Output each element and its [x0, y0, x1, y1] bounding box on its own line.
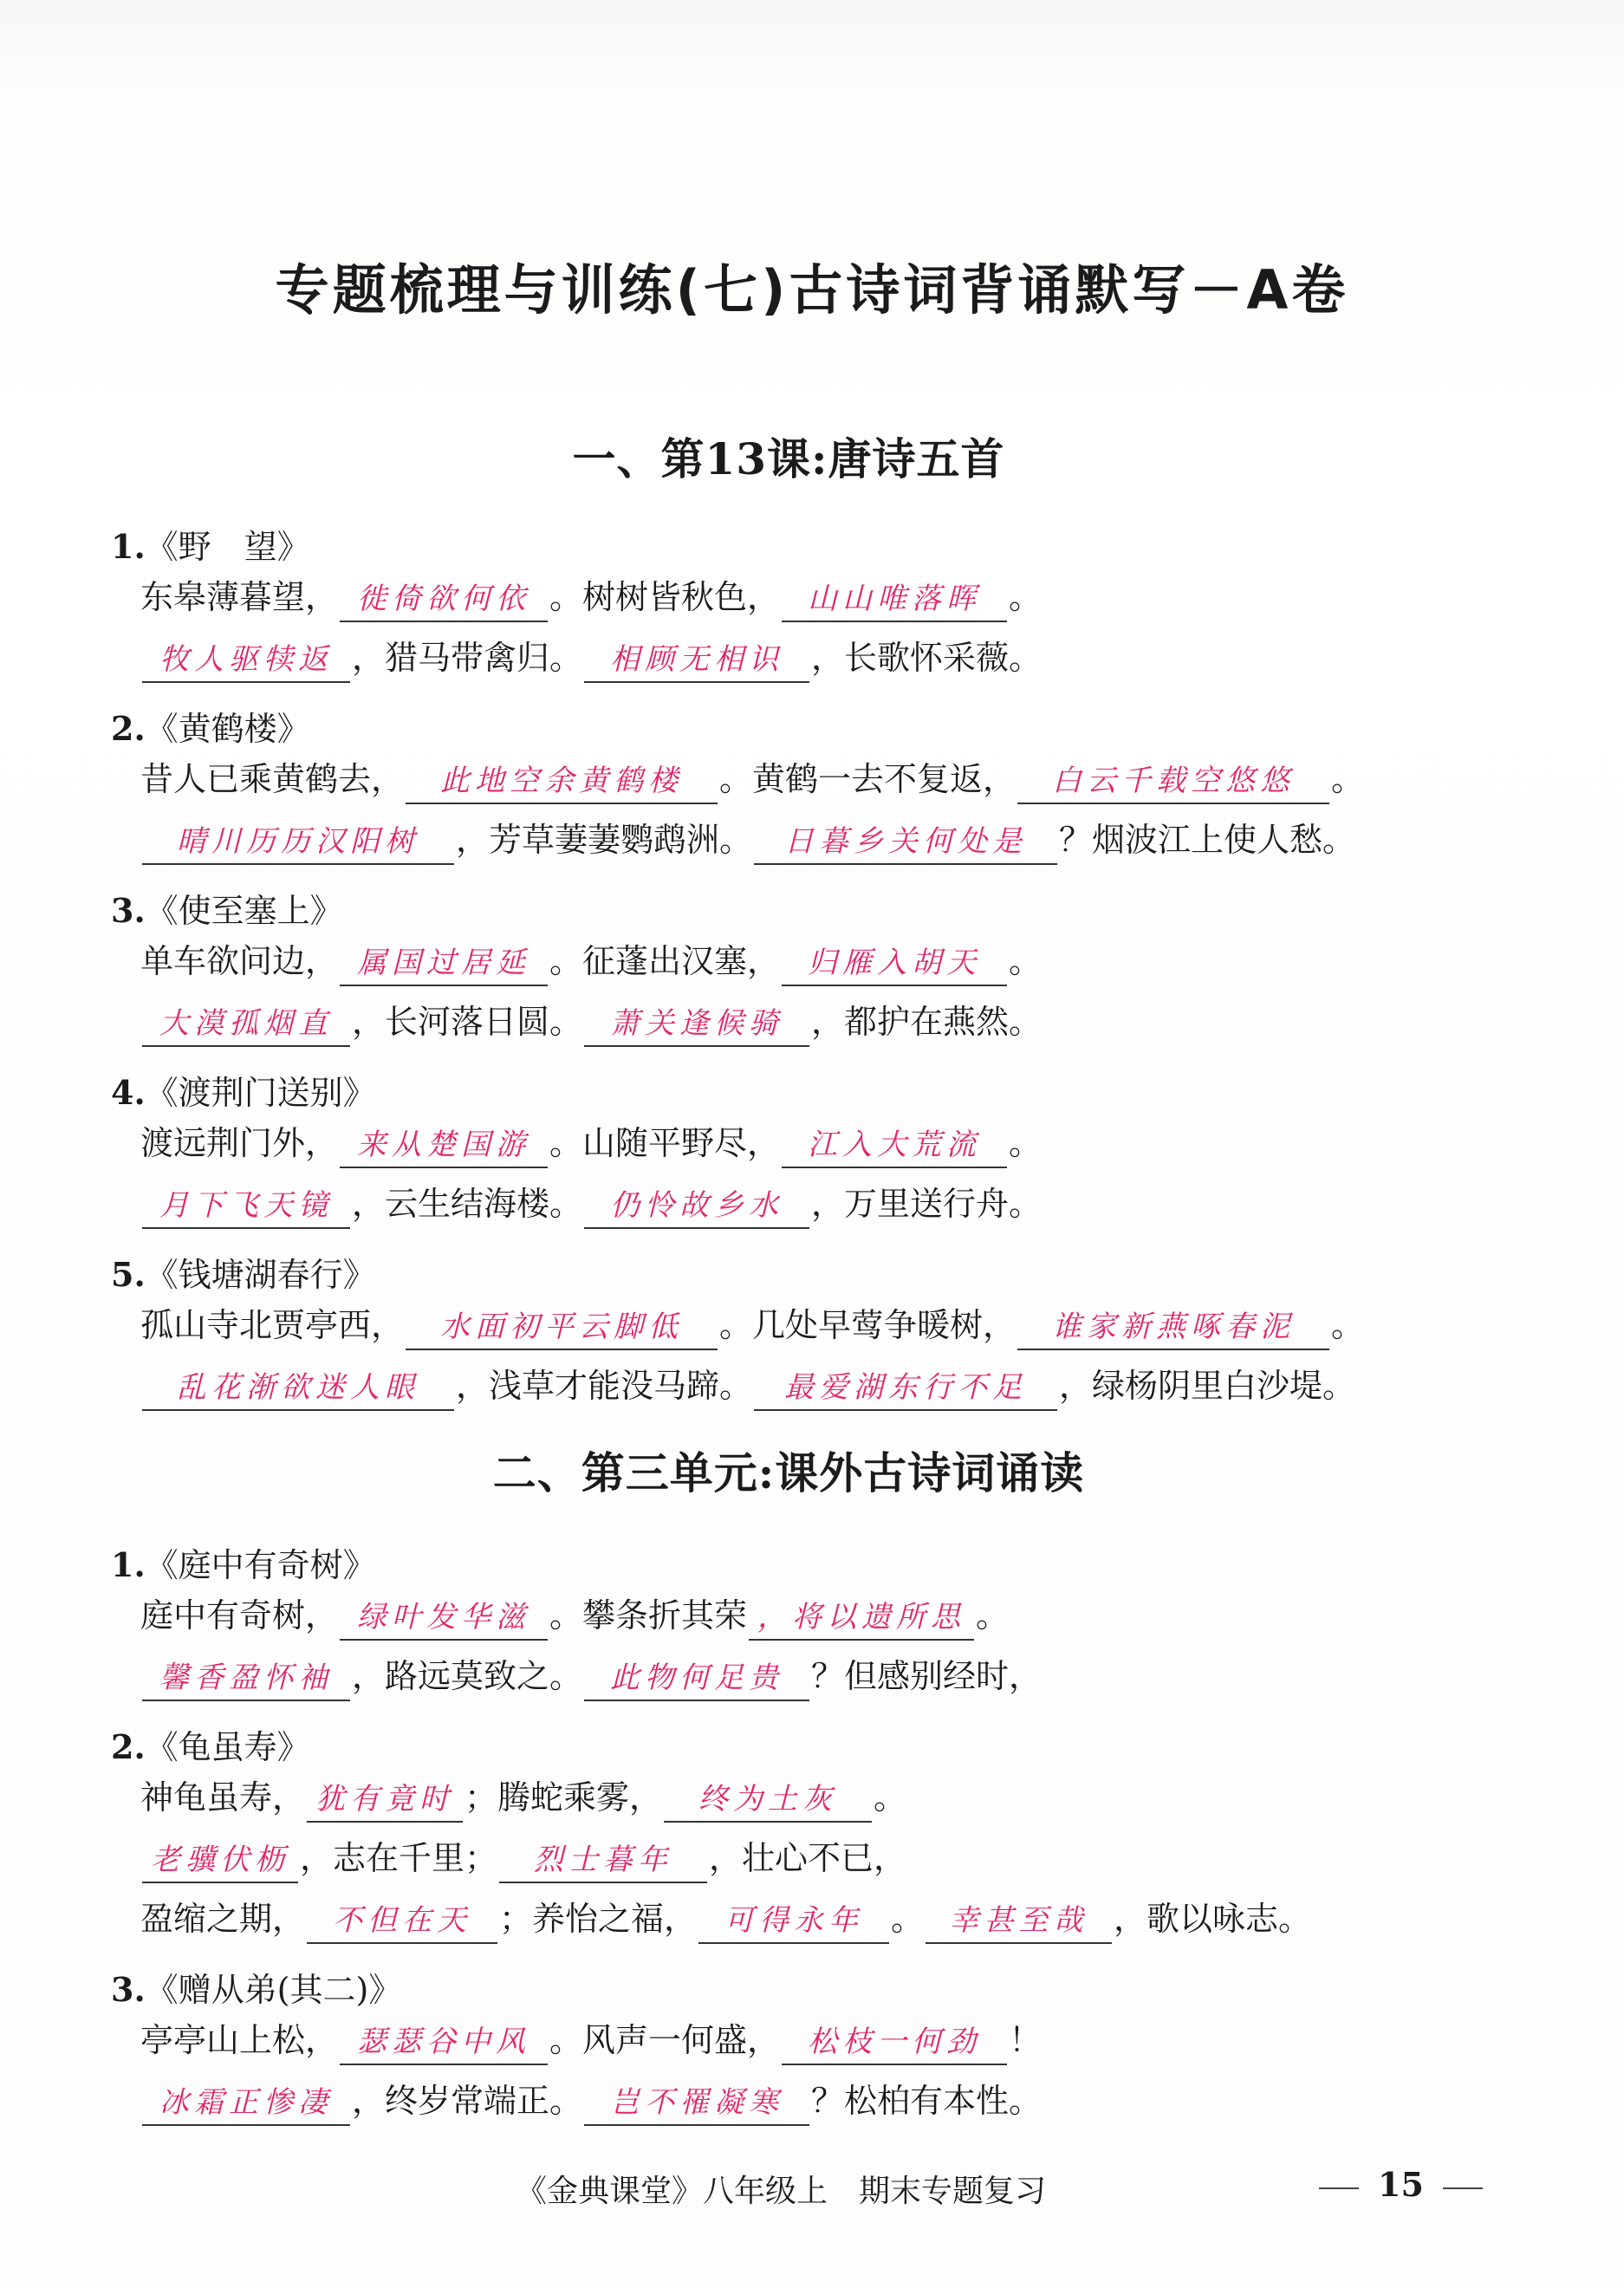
poem-name: 《庭中有奇树》 [145, 1546, 376, 1584]
answer-blank[interactable]: 白云千载空悠悠 [1017, 759, 1329, 804]
answer-blank[interactable]: 仍怜故乡水 [584, 1184, 809, 1229]
verse-line [140, 633, 1042, 683]
poem-title [111, 884, 343, 932]
verse-line [140, 1118, 1042, 1168]
verse-text: 。黄鹤一去不复返， [719, 760, 1017, 798]
verse-text: ！ [1009, 2021, 1043, 2059]
answer-blank[interactable]: 烈士暮年 [499, 1838, 707, 1883]
answer-blank[interactable]: 晴川历历汉阳树 [142, 820, 454, 865]
answer-blank[interactable]: 月下飞天镜 [142, 1184, 350, 1229]
verse-line [140, 1300, 1364, 1350]
verse-text: 。 [1009, 578, 1043, 616]
verse-line [140, 1651, 1042, 1701]
verse-text: 。攀条折其荣 [549, 1596, 748, 1635]
verse-line [140, 1772, 906, 1823]
poem-title [111, 1066, 376, 1114]
verse-text: 庭中有奇树， [140, 1596, 339, 1635]
verse-text: 。 [1009, 1124, 1043, 1162]
answer-blank[interactable]: 岂不罹凝寒 [584, 2081, 809, 2126]
poem-name: 《赠从弟(其二)》 [145, 1971, 402, 2009]
verse-line [140, 572, 1042, 622]
answer-blank[interactable]: 乱花渐欲迷人眼 [142, 1366, 454, 1411]
verse-text: ，猎马带禽归。 [352, 639, 583, 677]
answer-blank[interactable]: 馨香盈怀袖 [142, 1656, 350, 1701]
verse-text: 。 [1331, 760, 1365, 798]
answer-blank[interactable]: 相顾无相识 [584, 638, 809, 683]
section-heading: 二、第三单元:课外古诗词诵读 [492, 1447, 1085, 1498]
footer [0, 2167, 1624, 2219]
verse-text: ，绿杨阴里白沙堤。 [1059, 1367, 1356, 1405]
verse-line [140, 815, 1355, 865]
verse-text: ，长歌怀采薇。 [811, 639, 1043, 677]
answer-blank[interactable]: 此物何足贵 [584, 1656, 809, 1701]
answer-blank[interactable]: 不但在天 [307, 1899, 497, 1944]
verse-text: ，都护在燕然。 [811, 1003, 1043, 1041]
poem-title [111, 1538, 376, 1586]
verse-text: 孤山寺北贾亭西， [140, 1306, 405, 1344]
section-heading: 一、第13课:唐诗五首 [572, 433, 1005, 484]
verse-text: ，长河落日圆。 [352, 1003, 583, 1041]
poem-name: 《使至塞上》 [145, 892, 343, 930]
verse-text: ，志在千里； [300, 1839, 498, 1877]
verse-text: ，终岁常端正。 [352, 2082, 583, 2120]
answer-blank[interactable]: 大漠孤烟直 [142, 1002, 350, 1047]
page-number-value: 15 [1378, 2165, 1424, 2204]
verse-text: 昔人已乘黄鹤去， [140, 760, 405, 798]
answer-blank[interactable]: 此地空余黄鹤楼 [406, 759, 718, 804]
question-number: 2. [111, 709, 146, 748]
answer-blank[interactable]: 谁家新燕啄春泥 [1017, 1305, 1329, 1350]
verse-text: 盈缩之期， [140, 1900, 306, 1938]
answer-blank[interactable]: 属国过居延 [340, 941, 548, 986]
verse-text: ，云生结海楼。 [352, 1185, 583, 1223]
verse-text: ？松柏有本性。 [811, 2082, 1043, 2120]
verse-text: 。山随平野尽， [549, 1124, 781, 1162]
answer-blank[interactable]: 老骥伏枥 [142, 1838, 298, 1883]
verse-text: 。 [891, 1900, 925, 1938]
answer-blank[interactable]: 瑟瑟谷中风 [340, 2020, 548, 2065]
verse-text: ；腾蛇乘雾， [464, 1778, 663, 1817]
verse-text: 。几处早莺争暖树， [719, 1306, 1017, 1344]
verse-text: 。 [976, 1596, 1010, 1635]
poem-title [111, 1248, 376, 1296]
answer-blank[interactable]: 山山唯落晖 [782, 577, 1007, 622]
answer-blank[interactable]: 可得永年 [698, 1899, 889, 1944]
question-number: 3. [111, 1970, 146, 2009]
verse-line [140, 936, 1042, 986]
answer-blank[interactable]: 日暮乡关何处是 [754, 820, 1057, 865]
verse-text: ；养怡之福， [499, 1900, 698, 1938]
question-number: 2. [111, 1727, 146, 1766]
verse-text: 。风声一何盛， [549, 2021, 781, 2059]
verse-text: 。征蓬出汉塞， [549, 942, 781, 980]
verse-text: 神龟虽寿， [140, 1778, 306, 1817]
verse-line [140, 1361, 1355, 1411]
question-number: 3. [111, 891, 146, 930]
page-number [1300, 2165, 1502, 2204]
answer-blank[interactable]: 冰霜正惨凄 [142, 2081, 350, 2126]
poem-title [111, 520, 310, 568]
verse-text: 亭亭山上松， [140, 2021, 339, 2059]
verse-text: 。树树皆秋色， [549, 578, 781, 616]
poem-name: 《钱塘湖春行》 [145, 1256, 376, 1294]
question-number: 5. [111, 1255, 146, 1294]
poem-name: 《龟虽寿》 [145, 1728, 310, 1766]
question-number: 4. [111, 1073, 146, 1112]
verse-text: 。 [1331, 1306, 1365, 1344]
answer-blank[interactable]: 松枝一何劲 [782, 2020, 1007, 2065]
page-title: 专题梳理与训练(七)古诗词背诵默写－A卷 [275, 258, 1349, 322]
verse-line [140, 2015, 1042, 2065]
answer-blank[interactable]: ，将以遗所思 [749, 1596, 974, 1641]
poem-title [111, 1720, 310, 1768]
answer-blank[interactable]: 犹有竟时 [307, 1778, 463, 1823]
verse-text: 渡远荆门外， [140, 1124, 339, 1162]
question-number: 1. [111, 527, 146, 566]
footer-text: 《金典课堂》八年级上 期末专题复习 [516, 2174, 1047, 2209]
verse-line [140, 1590, 1009, 1641]
answer-blank[interactable]: 来从楚国游 [340, 1123, 548, 1168]
answer-blank[interactable]: 最爱湖东行不足 [754, 1366, 1057, 1411]
verse-line [140, 997, 1042, 1047]
poem-title [111, 1963, 401, 2011]
verse-text: ？但感别经时， [811, 1657, 1043, 1695]
question-number: 1. [111, 1545, 146, 1584]
poem-name: 《野 望》 [145, 528, 310, 566]
verse-text: 东皋薄暮望， [140, 578, 339, 616]
verse-text: ，浅草才能没马蹄。 [456, 1367, 753, 1405]
verse-line [140, 2076, 1042, 2126]
verse-line [140, 1894, 1311, 1944]
verse-text: 。 [1009, 942, 1043, 980]
verse-text: ，芳草萋萋鹦鹉洲。 [456, 821, 753, 859]
answer-blank[interactable]: 牧人驱犊返 [142, 638, 350, 683]
verse-line [140, 1833, 906, 1883]
verse-text: ？烟波江上使人愁。 [1059, 821, 1356, 859]
poem-title [111, 702, 310, 750]
poem-name: 《渡荆门送别》 [145, 1074, 376, 1112]
verse-line [140, 754, 1364, 804]
answer-blank[interactable]: 绿叶发华滋 [340, 1596, 548, 1641]
answer-blank[interactable]: 江入大荒流 [782, 1123, 1007, 1168]
verse-text: 单车欲问边， [140, 942, 339, 980]
verse-text: ，万里送行舟。 [811, 1185, 1043, 1223]
verse-text: ，壮心不已， [709, 1839, 907, 1877]
answer-blank[interactable]: 幸甚至哉 [926, 1899, 1112, 1944]
answer-blank[interactable]: 归雁入胡天 [782, 941, 1007, 986]
answer-blank[interactable]: 终为土灰 [664, 1778, 872, 1823]
verse-text: 。 [874, 1778, 907, 1817]
verse-text: ，歌以咏志。 [1114, 1900, 1312, 1938]
verse-text: ，路远莫致之。 [352, 1657, 583, 1695]
verse-line [140, 1179, 1042, 1229]
poem-name: 《黄鹤楼》 [145, 710, 310, 748]
answer-blank[interactable]: 水面初平云脚低 [406, 1305, 718, 1350]
answer-blank[interactable]: 徙倚欲何依 [340, 577, 548, 622]
answer-blank[interactable]: 萧关逢候骑 [584, 1002, 809, 1047]
